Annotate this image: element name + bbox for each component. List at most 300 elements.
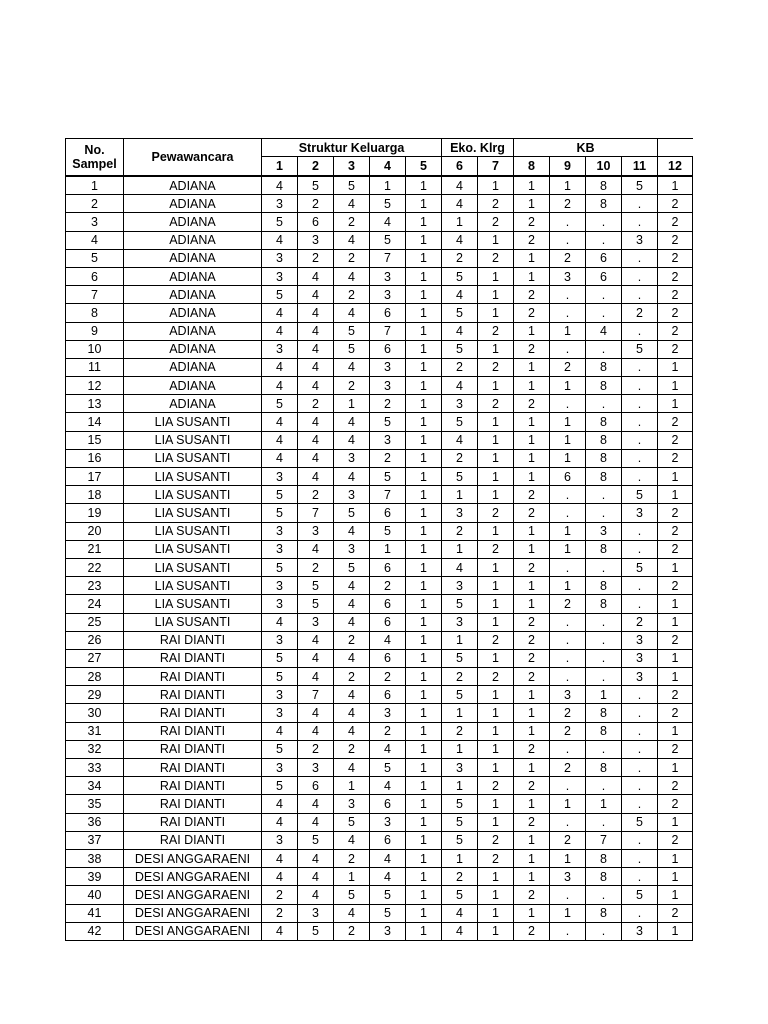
table-row	[66, 868, 693, 886]
value-cell: 1	[406, 795, 442, 813]
value-cell: 1	[658, 849, 693, 867]
value-cell: 1	[514, 267, 550, 285]
interviewer-cell: LIA SUSANTI	[124, 468, 262, 486]
value-cell: 1	[478, 595, 514, 613]
sample-number-cell: 10	[66, 340, 124, 358]
table-row	[66, 849, 693, 867]
value-cell: 4	[298, 431, 334, 449]
value-cell: 3	[262, 704, 298, 722]
table-row	[66, 213, 693, 231]
value-cell: 1	[478, 468, 514, 486]
value-cell: .	[586, 668, 622, 686]
value-cell: 4	[298, 868, 334, 886]
value-cell: 3	[586, 522, 622, 540]
value-cell: .	[550, 649, 586, 667]
value-cell: 1	[406, 613, 442, 631]
value-cell: 3	[298, 904, 334, 922]
value-cell: 6	[370, 795, 406, 813]
value-cell: 2	[442, 358, 478, 376]
value-cell: 1	[550, 540, 586, 558]
value-cell: 8	[586, 759, 622, 777]
value-cell: 8	[586, 449, 622, 467]
value-cell: 1	[550, 795, 586, 813]
sample-number-cell: 2	[66, 195, 124, 213]
value-cell: 5	[622, 886, 658, 904]
interviewer-cell: ADIANA	[124, 176, 262, 195]
value-cell: 7	[298, 686, 334, 704]
value-cell: 4	[334, 231, 370, 249]
sample-number-cell: 31	[66, 722, 124, 740]
value-cell: 2	[334, 922, 370, 940]
value-cell: 2	[658, 231, 693, 249]
sample-number-cell: 21	[66, 540, 124, 558]
value-cell: 3	[370, 267, 406, 285]
value-cell: .	[622, 868, 658, 886]
value-cell: 2	[550, 831, 586, 849]
interviewer-cell: LIA SUSANTI	[124, 486, 262, 504]
value-cell: .	[586, 304, 622, 322]
value-cell: 5	[262, 395, 298, 413]
interviewer-cell: ADIANA	[124, 395, 262, 413]
sample-number-cell: 20	[66, 522, 124, 540]
table-row	[66, 649, 693, 667]
value-cell: 5	[262, 213, 298, 231]
value-cell: 1	[550, 577, 586, 595]
value-cell: 8	[586, 540, 622, 558]
value-cell: 1	[478, 649, 514, 667]
value-cell: 5	[334, 813, 370, 831]
interviewer-cell: RAI DIANTI	[124, 795, 262, 813]
value-cell: 1	[478, 759, 514, 777]
value-cell: 1	[514, 686, 550, 704]
value-cell: 8	[586, 904, 622, 922]
sample-number-cell: 42	[66, 922, 124, 940]
value-cell: 3	[622, 668, 658, 686]
value-cell: 6	[298, 777, 334, 795]
interviewer-cell: ADIANA	[124, 267, 262, 285]
value-cell: 5	[298, 595, 334, 613]
interviewer-cell: RAI DIANTI	[124, 722, 262, 740]
value-cell: 1	[406, 831, 442, 849]
value-cell: .	[622, 777, 658, 795]
value-cell: .	[586, 631, 622, 649]
value-cell: .	[586, 558, 622, 576]
value-cell: 1	[406, 176, 442, 195]
value-cell: 1	[658, 668, 693, 686]
sample-number-cell: 24	[66, 595, 124, 613]
data-table	[65, 138, 693, 941]
value-cell: 5	[370, 413, 406, 431]
value-cell: 2	[658, 795, 693, 813]
column-header-5: 5	[406, 157, 442, 177]
value-cell: 1	[442, 540, 478, 558]
value-cell: 6	[370, 613, 406, 631]
value-cell: 5	[370, 195, 406, 213]
value-cell: 1	[514, 176, 550, 195]
interviewer-cell: DESI ANGGARAENI	[124, 849, 262, 867]
value-cell: 1	[406, 358, 442, 376]
table-row	[66, 704, 693, 722]
value-cell: 1	[370, 176, 406, 195]
value-cell: 2	[478, 831, 514, 849]
value-cell: 3	[262, 595, 298, 613]
value-cell: 4	[334, 831, 370, 849]
interviewer-cell: RAI DIANTI	[124, 777, 262, 795]
value-cell: 2	[478, 631, 514, 649]
value-cell: 4	[298, 322, 334, 340]
interviewer-cell: LIA SUSANTI	[124, 413, 262, 431]
table-row	[66, 249, 693, 267]
table-row	[66, 686, 693, 704]
value-cell: 1	[478, 795, 514, 813]
value-cell: 6	[370, 504, 406, 522]
value-cell: 1	[406, 431, 442, 449]
value-cell: .	[586, 340, 622, 358]
value-cell: 3	[262, 759, 298, 777]
interviewer-cell: DESI ANGGARAENI	[124, 886, 262, 904]
value-cell: 2	[298, 395, 334, 413]
value-cell: 2	[298, 486, 334, 504]
value-cell: 1	[478, 904, 514, 922]
value-cell: 3	[262, 468, 298, 486]
value-cell: .	[550, 886, 586, 904]
value-cell: 1	[514, 595, 550, 613]
value-cell: 4	[262, 231, 298, 249]
interviewer-cell: LIA SUSANTI	[124, 613, 262, 631]
value-cell: 5	[334, 340, 370, 358]
value-cell: .	[550, 922, 586, 940]
value-cell: .	[622, 468, 658, 486]
value-cell: 1	[550, 449, 586, 467]
value-cell: 4	[442, 431, 478, 449]
value-cell: 1	[514, 322, 550, 340]
value-cell: .	[622, 249, 658, 267]
table-row	[66, 449, 693, 467]
value-cell: 3	[298, 613, 334, 631]
value-cell: 4	[442, 176, 478, 195]
value-cell: 5	[334, 176, 370, 195]
value-cell: 2	[514, 668, 550, 686]
value-cell: 6	[370, 340, 406, 358]
value-cell: 4	[298, 886, 334, 904]
value-cell: 1	[514, 358, 550, 376]
value-cell: 5	[442, 413, 478, 431]
value-cell: 6	[370, 831, 406, 849]
value-cell: 3	[334, 486, 370, 504]
value-cell: 3	[622, 922, 658, 940]
value-cell: 1	[406, 595, 442, 613]
value-cell: 2	[550, 249, 586, 267]
interviewer-cell: ADIANA	[124, 377, 262, 395]
value-cell: 1	[442, 631, 478, 649]
sample-number-cell: 14	[66, 413, 124, 431]
interviewer-cell: RAI DIANTI	[124, 831, 262, 849]
value-cell: .	[586, 231, 622, 249]
value-cell: 1	[658, 595, 693, 613]
value-cell: 4	[298, 377, 334, 395]
value-cell: 1	[586, 686, 622, 704]
interviewer-cell: DESI ANGGARAENI	[124, 922, 262, 940]
value-cell: .	[550, 631, 586, 649]
value-cell: 1	[406, 231, 442, 249]
column-header-1: 1	[262, 157, 298, 177]
table-row	[66, 668, 693, 686]
value-cell: .	[550, 813, 586, 831]
value-cell: 4	[262, 358, 298, 376]
table-row	[66, 504, 693, 522]
value-cell: 4	[370, 631, 406, 649]
value-cell: 3	[298, 759, 334, 777]
value-cell: 3	[550, 267, 586, 285]
value-cell: 1	[406, 759, 442, 777]
value-cell: 5	[262, 740, 298, 758]
value-cell: 5	[370, 904, 406, 922]
value-cell: 3	[262, 267, 298, 285]
table-row	[66, 522, 693, 540]
value-cell: 4	[262, 849, 298, 867]
value-cell: .	[622, 904, 658, 922]
value-cell: 6	[586, 249, 622, 267]
value-cell: 1	[658, 813, 693, 831]
value-cell: 2	[514, 631, 550, 649]
value-cell: 1	[442, 849, 478, 867]
value-cell: 1	[514, 413, 550, 431]
value-cell: 1	[406, 813, 442, 831]
table-row	[66, 886, 693, 904]
value-cell: 4	[334, 577, 370, 595]
value-cell: 1	[550, 176, 586, 195]
value-cell: 1	[406, 522, 442, 540]
value-cell: 4	[262, 322, 298, 340]
value-cell: 1	[514, 449, 550, 467]
value-cell: 5	[442, 795, 478, 813]
value-cell: 1	[514, 849, 550, 867]
value-cell: 4	[334, 304, 370, 322]
table-row	[66, 558, 693, 576]
value-cell: 3	[334, 449, 370, 467]
value-cell: 1	[442, 704, 478, 722]
sample-number-cell: 30	[66, 704, 124, 722]
value-cell: 4	[298, 468, 334, 486]
value-cell: 2	[658, 704, 693, 722]
value-cell: 7	[370, 322, 406, 340]
value-cell: 1	[550, 431, 586, 449]
value-cell: 4	[442, 922, 478, 940]
value-cell: 8	[586, 377, 622, 395]
sample-number-cell: 8	[66, 304, 124, 322]
value-cell: 1	[406, 468, 442, 486]
value-cell: 6	[370, 686, 406, 704]
value-cell: .	[550, 213, 586, 231]
table-row	[66, 340, 693, 358]
value-cell: 6	[370, 649, 406, 667]
value-cell: 3	[370, 377, 406, 395]
column-header-6: 6	[442, 157, 478, 177]
value-cell: 2	[370, 668, 406, 686]
value-cell: 7	[298, 504, 334, 522]
value-cell: 2	[658, 431, 693, 449]
value-cell: 1	[514, 795, 550, 813]
value-cell: 4	[262, 613, 298, 631]
value-cell: 1	[514, 831, 550, 849]
column-header-12: 12	[658, 157, 693, 177]
value-cell: 5	[442, 340, 478, 358]
value-cell: 5	[442, 267, 478, 285]
value-cell: 3	[370, 286, 406, 304]
interviewer-cell: LIA SUSANTI	[124, 558, 262, 576]
value-cell: 2	[298, 740, 334, 758]
value-cell: 1	[658, 722, 693, 740]
value-cell: 4	[298, 849, 334, 867]
value-cell: 5	[442, 686, 478, 704]
sample-number-cell: 35	[66, 795, 124, 813]
value-cell: 5	[298, 577, 334, 595]
sample-number-cell: 36	[66, 813, 124, 831]
value-cell: 4	[370, 849, 406, 867]
value-cell: .	[586, 504, 622, 522]
value-cell: 1	[550, 322, 586, 340]
column-header-7: 7	[478, 157, 514, 177]
value-cell: 1	[658, 558, 693, 576]
value-cell: 4	[334, 431, 370, 449]
value-cell: 1	[406, 668, 442, 686]
value-cell: 3	[550, 868, 586, 886]
value-cell: .	[622, 195, 658, 213]
interviewer-cell: DESI ANGGARAENI	[124, 904, 262, 922]
value-cell: 2	[658, 504, 693, 522]
value-cell: 2	[658, 286, 693, 304]
value-cell: 5	[442, 304, 478, 322]
value-cell: 1	[406, 486, 442, 504]
table-row	[66, 613, 693, 631]
value-cell: .	[622, 322, 658, 340]
value-cell: 4	[334, 468, 370, 486]
interviewer-cell: RAI DIANTI	[124, 813, 262, 831]
value-cell: 3	[262, 540, 298, 558]
value-cell: 1	[478, 922, 514, 940]
sample-number-cell: 17	[66, 468, 124, 486]
value-cell: 2	[514, 558, 550, 576]
value-cell: 5	[298, 831, 334, 849]
value-cell: 5	[442, 649, 478, 667]
value-cell: 2	[658, 686, 693, 704]
table-row	[66, 377, 693, 395]
column-header-8: 8	[514, 157, 550, 177]
value-cell: 2	[514, 231, 550, 249]
value-cell: 2	[478, 668, 514, 686]
value-cell: 1	[514, 522, 550, 540]
value-cell: 1	[478, 613, 514, 631]
interviewer-cell: ADIANA	[124, 286, 262, 304]
sample-number-cell: 22	[66, 558, 124, 576]
interviewer-cell: ADIANA	[124, 195, 262, 213]
value-cell: 1	[406, 504, 442, 522]
value-cell: 4	[334, 358, 370, 376]
value-cell: 4	[442, 558, 478, 576]
interviewer-cell: ADIANA	[124, 213, 262, 231]
sample-number-cell: 16	[66, 449, 124, 467]
sample-number-cell: 3	[66, 213, 124, 231]
value-cell: 5	[334, 322, 370, 340]
interviewer-cell: RAI DIANTI	[124, 631, 262, 649]
sample-number-cell: 26	[66, 631, 124, 649]
value-cell: 3	[298, 522, 334, 540]
sample-number-cell: 28	[66, 668, 124, 686]
value-cell: 1	[658, 759, 693, 777]
value-cell: 3	[442, 395, 478, 413]
value-cell: 1	[406, 395, 442, 413]
value-cell: 4	[334, 904, 370, 922]
value-cell: 4	[262, 304, 298, 322]
value-cell: 4	[334, 649, 370, 667]
value-cell: 1	[334, 868, 370, 886]
column-header-4: 4	[370, 157, 406, 177]
value-cell: 8	[586, 431, 622, 449]
value-cell: .	[550, 486, 586, 504]
value-cell: 2	[658, 267, 693, 285]
value-cell: 4	[298, 722, 334, 740]
value-cell: 2	[658, 522, 693, 540]
value-cell: 1	[514, 759, 550, 777]
value-cell: 3	[442, 577, 478, 595]
value-cell: .	[550, 668, 586, 686]
sample-number-cell: 37	[66, 831, 124, 849]
value-cell: 1	[406, 286, 442, 304]
value-cell: 1	[478, 304, 514, 322]
value-cell: 4	[370, 868, 406, 886]
value-cell: 3	[550, 686, 586, 704]
value-cell: 2	[622, 304, 658, 322]
value-cell: 2	[478, 213, 514, 231]
sample-number-cell: 38	[66, 849, 124, 867]
sample-number-cell: 18	[66, 486, 124, 504]
value-cell: 5	[298, 176, 334, 195]
interviewer-cell: LIA SUSANTI	[124, 431, 262, 449]
sample-number-cell: 33	[66, 759, 124, 777]
value-cell: 1	[514, 704, 550, 722]
value-cell: 6	[586, 267, 622, 285]
value-cell: 1	[658, 922, 693, 940]
interviewer-cell: RAI DIANTI	[124, 668, 262, 686]
value-cell: .	[586, 213, 622, 231]
value-cell: 1	[406, 304, 442, 322]
value-cell: 3	[262, 340, 298, 358]
value-cell: 1	[478, 577, 514, 595]
value-cell: 2	[658, 249, 693, 267]
value-cell: 1	[658, 395, 693, 413]
value-cell: 2	[298, 195, 334, 213]
value-cell: 6	[370, 595, 406, 613]
table-row	[66, 322, 693, 340]
interviewer-cell: ADIANA	[124, 304, 262, 322]
value-cell: .	[550, 231, 586, 249]
value-cell: 4	[334, 413, 370, 431]
value-cell: 4	[262, 868, 298, 886]
value-cell: 2	[442, 449, 478, 467]
value-cell: 2	[550, 195, 586, 213]
table-row	[66, 431, 693, 449]
value-cell: 3	[370, 358, 406, 376]
value-cell: 1	[658, 176, 693, 195]
sample-number-cell: 39	[66, 868, 124, 886]
interviewer-cell: ADIANA	[124, 322, 262, 340]
value-cell: 4	[442, 377, 478, 395]
table-row	[66, 304, 693, 322]
value-cell: 4	[298, 649, 334, 667]
value-cell: 1	[406, 449, 442, 467]
sample-number-cell: 4	[66, 231, 124, 249]
value-cell: 2	[334, 213, 370, 231]
